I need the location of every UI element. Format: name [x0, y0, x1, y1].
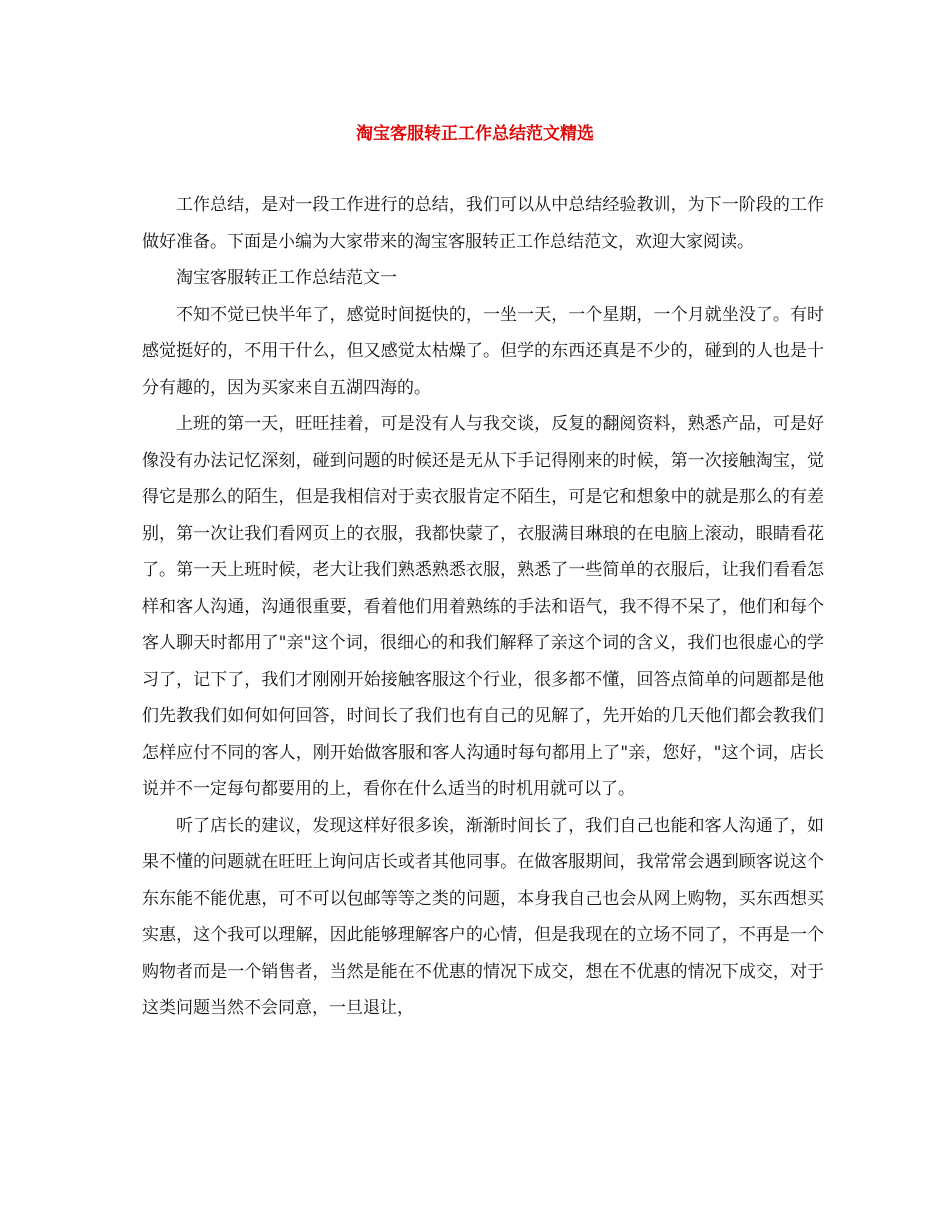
paragraph: 听了店长的建议，发现这样好很多诶，渐渐时间长了，我们自己也能和客人沟通了，如果不懂的问题就在旺旺上询问店长或者其他同事。在做客服期间，我常常会遇到顾客说这个东东能不能优惠，可不可以包邮等等之类的问题，本身我自己也会从网上购物，买东西想买实惠，这个我可以理解，因此能够理解客户的心情，但是我现在的立场不同了，不再是一个购物者而是一个销售者，当然是能在不优惠的情况下成交，想在不优惠的情况下成交，对于这类问题当然不会同意，一旦退让，	[142, 815, 824, 1018]
document-body	[142, 187, 824, 1027]
section-heading: 淘宝客服转正工作总结范文一	[176, 268, 397, 288]
paragraph: 不知不觉已快半年了，感觉时间挺快的，一坐一天，一个星期，一个月就坐没了。有时感觉挺好的，不用干什么，但又感觉太枯燥了。但学的东西还真是不少的，碰到的人也是十分有趣的，因为买家来自五湖四海的。	[142, 304, 824, 398]
paragraph: 上班的第一天，旺旺挂着，可是没有人与我交谈，反复的翻阅资料，熟悉产品，可是好像没有办法记忆深刻，碰到问题的时候还是无从下手记得刚来的时候，第一次接触淘宝，觉得它是那么的陌生，但是我相信对于卖衣服肯定不陌生，可是它和想象中的就是那么的有差别，第一次让我们看网页上的衣服，我都快蒙了，衣服满目琳琅的在电脑上滚动，眼睛看花了。第一天上班时候，老大让我们熟悉熟悉衣服，熟悉了一些简单的衣服后，让我们看看怎样和客人沟通，沟通很重要，看着他们用着熟练的手法和语气，我不得不呆了，他们和每个客人聊天时都用了"亲"这个词，很细心的和我们解释了亲这个词的含义，我们也很虚心的学习了，记下了，我们才刚刚开始接触客服这个行业，很多都不懂，回答点简单的问题都是他们先教我们如何如何回答，时间长了我们也有自己的见解了，先开始的几天他们都会教我们怎样应付不同的客人，刚开始做客服和客人沟通时每句都用上了"亲，您好，"这个词，店长说并不一定每句都要用的上，看你在什么适当的时机用就可以了。	[142, 414, 824, 799]
paragraph-intro: 工作总结，是对一段工作进行的总结，我们可以从中总结经验教训，为下一阶段的工作做好准备。下面是小编为大家带来的淘宝客服转正工作总结范文，欢迎大家阅读。	[142, 195, 824, 252]
document-title: 淘宝客服转正工作总结范文精选	[356, 124, 594, 144]
